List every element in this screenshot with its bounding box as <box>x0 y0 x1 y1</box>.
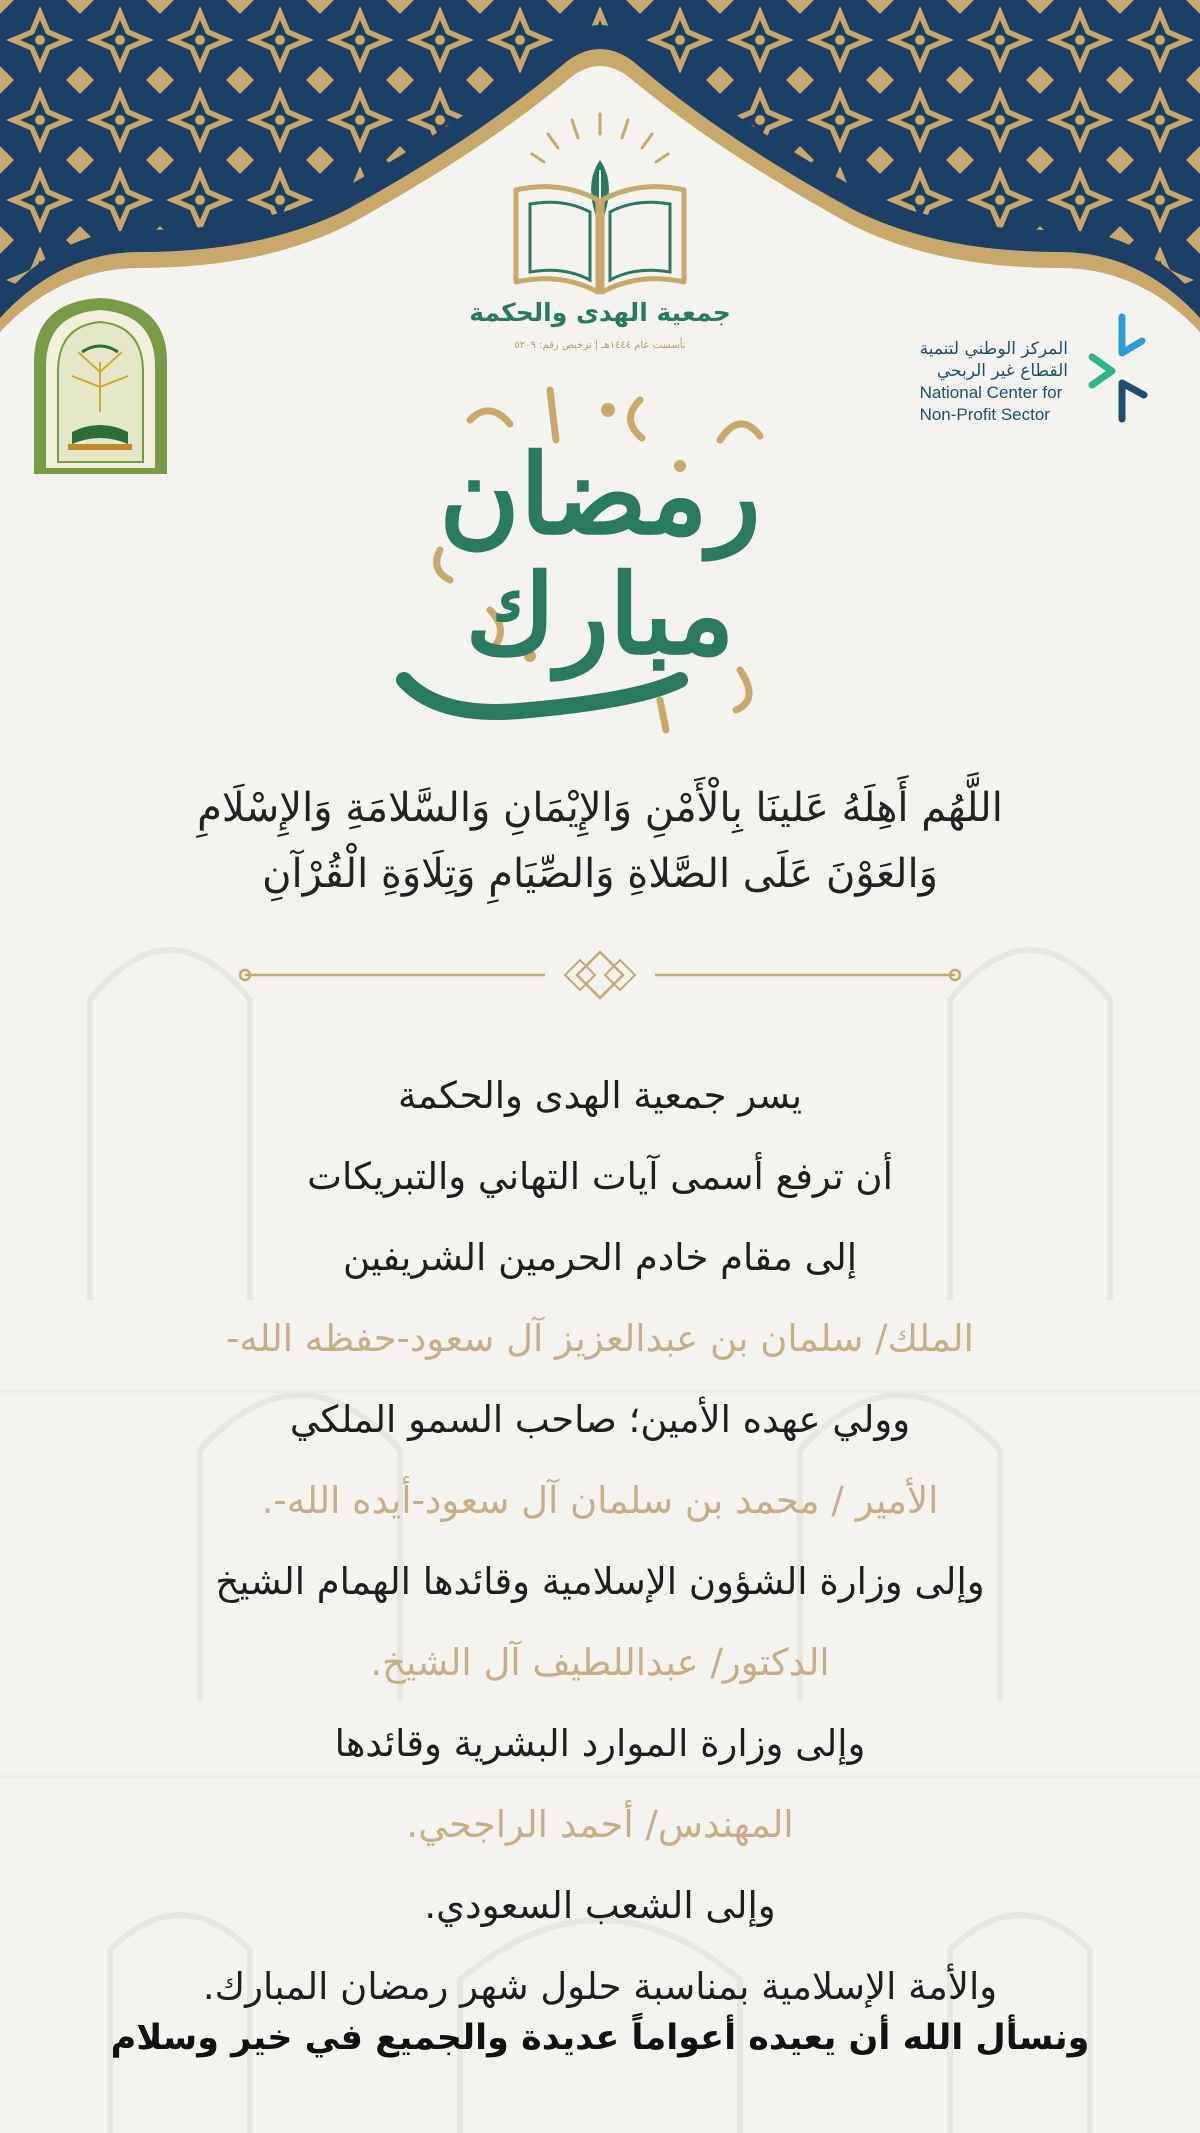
message-line: والأمة الإسلامية بمناسبة حلول شهر رمضان المبارك. <box>202 1965 998 2008</box>
calligraphy-word-mubarak: مبارك <box>465 550 735 679</box>
greeting-message <box>40 1055 1160 2027</box>
org-name: جمعية الهدى والحكمة <box>469 298 731 327</box>
ncnp-name-ar-1: المركز الوطني لتنمية <box>919 339 1068 359</box>
ncnp-name-ar-2: القطاع غير الربحي <box>936 361 1068 381</box>
ncnp-arrows-icon <box>1082 313 1162 423</box>
message-line: الملك/ سلمان بن عبدالعزيز آل سعود-حفظه الله- <box>226 1317 974 1360</box>
ramadan-mubarak-calligraphy <box>380 380 820 760</box>
message-line: وإلى الشعب السعودي. <box>424 1884 776 1927</box>
message-line: المهندس/ أحمد الراجحي. <box>406 1803 794 1846</box>
ornamental-divider <box>235 950 965 1000</box>
message-line: وإلى وزارة الشؤون الإسلامية وقائدها الهمام الشيخ <box>215 1560 985 1603</box>
message-line: أن ترفع أسمى آيات التهاني والتبريكات <box>307 1155 893 1198</box>
message-line: إلى مقام خادم الحرمين الشريفين <box>342 1236 857 1279</box>
ministry-emblem <box>28 292 173 474</box>
closing-line: ونسأل الله أن يعيده أعواماً عديدة والجميع في خير وسلام <box>110 2018 1090 2058</box>
calligraphy-word-ramadan: رمضان <box>439 430 761 559</box>
message-line: الأمير / محمد بن سلمان آل سعود-أيده الله-. <box>261 1479 939 1522</box>
ncnp-logo-text <box>920 338 1068 426</box>
ncnp-name-en-1: National Center for <box>919 383 1063 402</box>
message-line: يسر جمعية الهدى والحكمة <box>397 1074 803 1117</box>
message-line: الدكتور/ عبداللطيف آل الشيخ. <box>370 1641 830 1684</box>
ncnp-name-en-2: Non-Profit Sector <box>919 405 1050 424</box>
dua-line-1: اللَّهُم أَهِلَهُ عَلينَا بِالْأَمْنِ وَالإِيْمَانِ وَالسَّلامَةِ وَالإِسْلَامِ <box>197 785 1003 831</box>
message-line: وإلى وزارة الموارد البشرية وقائدها <box>334 1722 866 1765</box>
dua-line-2: وَالعَوْنَ عَلَى الصَّلاةِ وَالصِّيَامِ وَتِلَاوَةِ الْقُرْآنِ <box>262 851 938 897</box>
message-line: وولي عهده الأمين؛ صاحب السمو الملكي <box>289 1398 911 1441</box>
ramadan-dua <box>40 775 1160 907</box>
org-subtitle: تأسست عام ١٤٤٤هـ | ترخيص رقم: ٥٢٠٩ <box>514 340 686 351</box>
ncnp-logo <box>915 308 1170 458</box>
